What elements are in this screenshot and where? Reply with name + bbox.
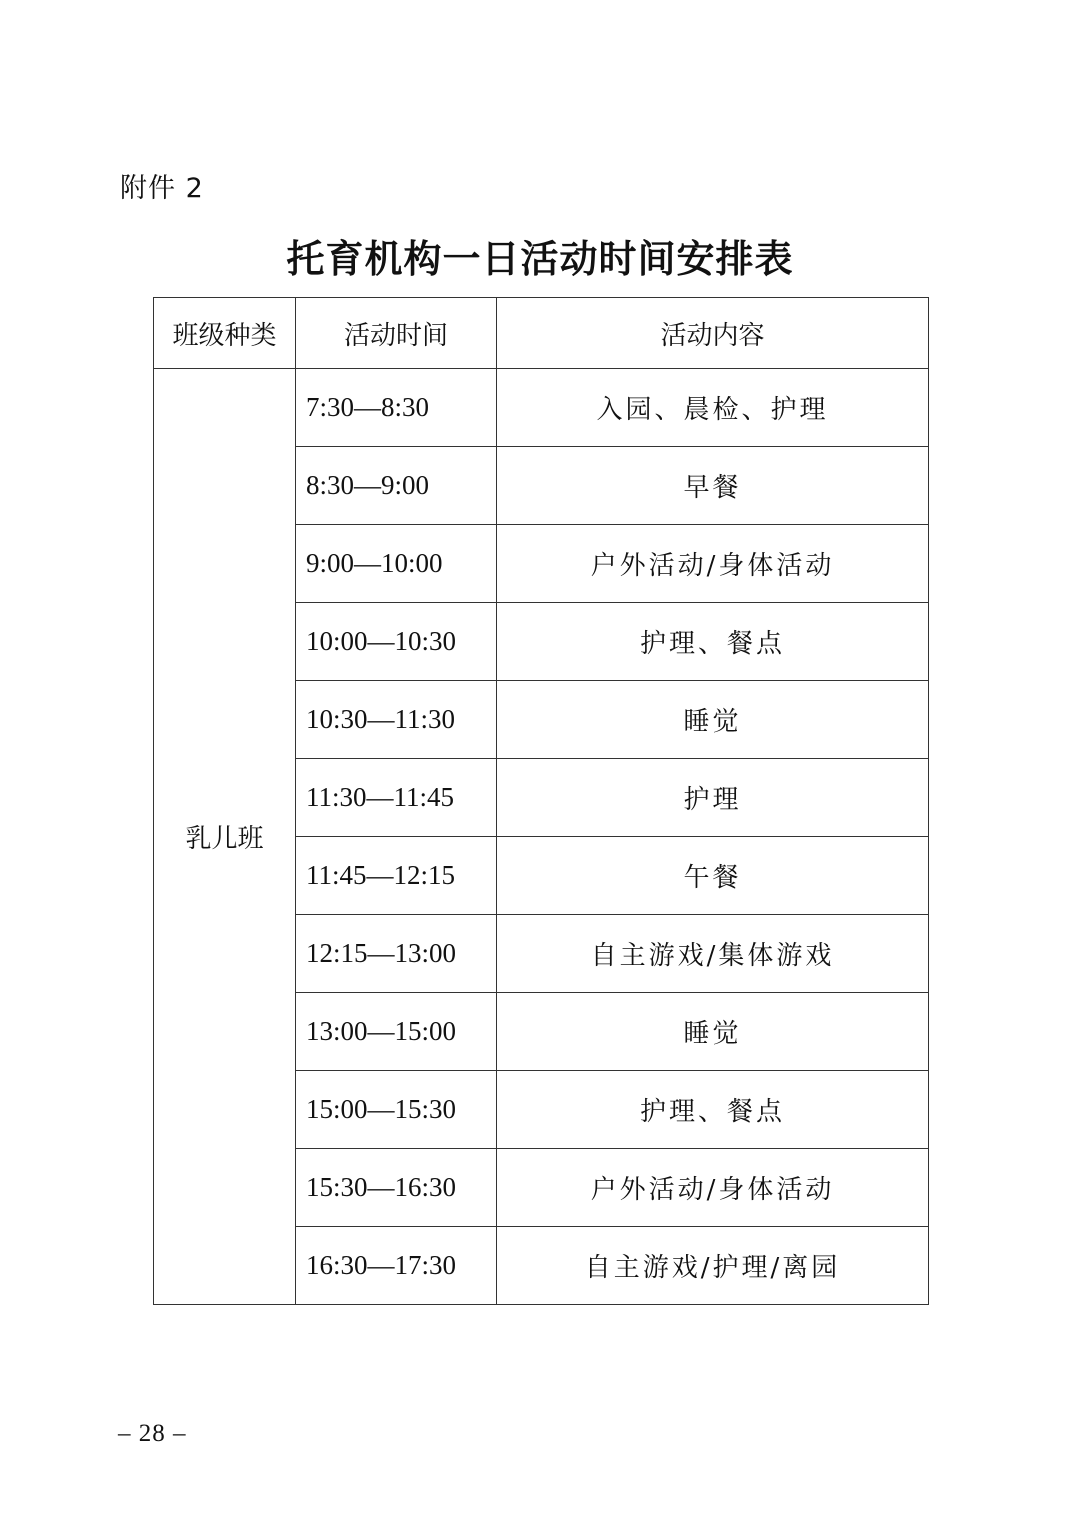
time-cell: 10:00—10:30: [296, 603, 497, 681]
header-row: [154, 298, 929, 369]
time-cell: 11:45—12:15: [296, 837, 497, 915]
content-cell: 护理: [497, 759, 929, 837]
content-cell: 护理、餐点: [497, 603, 929, 681]
table-body: [154, 369, 929, 1305]
content-cell: 入园、晨检、护理: [497, 369, 929, 447]
content-cell: 睡觉: [497, 681, 929, 759]
time-cell: 9:00—10:00: [296, 525, 497, 603]
content-cell: 自主游戏/护理/离园: [497, 1227, 929, 1305]
header-activity-time: 活动时间: [296, 298, 497, 369]
time-cell: 16:30—17:30: [296, 1227, 497, 1305]
content-cell: 睡觉: [497, 993, 929, 1071]
time-cell: 12:15—13:00: [296, 915, 497, 993]
time-cell: 15:00—15:30: [296, 1071, 497, 1149]
time-cell: 11:30—11:45: [296, 759, 497, 837]
page-number: – 28 –: [118, 1420, 187, 1447]
header-class-type: 班级种类: [154, 298, 296, 369]
time-cell: 8:30—9:00: [296, 447, 497, 525]
time-cell: 13:00—15:00: [296, 993, 497, 1071]
schedule-table: [153, 297, 929, 1305]
attachment-label: 附件 2: [120, 173, 204, 204]
content-cell: 自主游戏/集体游戏: [497, 915, 929, 993]
content-cell: 户外活动/身体活动: [497, 1149, 929, 1227]
time-cell: 15:30—16:30: [296, 1149, 497, 1227]
table-header: [154, 298, 929, 369]
table-row: [154, 369, 929, 447]
content-cell: 午餐: [497, 837, 929, 915]
content-cell: 护理、餐点: [497, 1071, 929, 1149]
header-activity-content: 活动内容: [497, 298, 929, 369]
content-cell: 户外活动/身体活动: [497, 525, 929, 603]
time-cell: 10:30—11:30: [296, 681, 497, 759]
class-type-cell: 乳儿班: [154, 369, 296, 1305]
document-title: 托育机构一日活动时间安排表: [286, 236, 794, 281]
content-cell: 早餐: [497, 447, 929, 525]
time-cell: 7:30—8:30: [296, 369, 497, 447]
